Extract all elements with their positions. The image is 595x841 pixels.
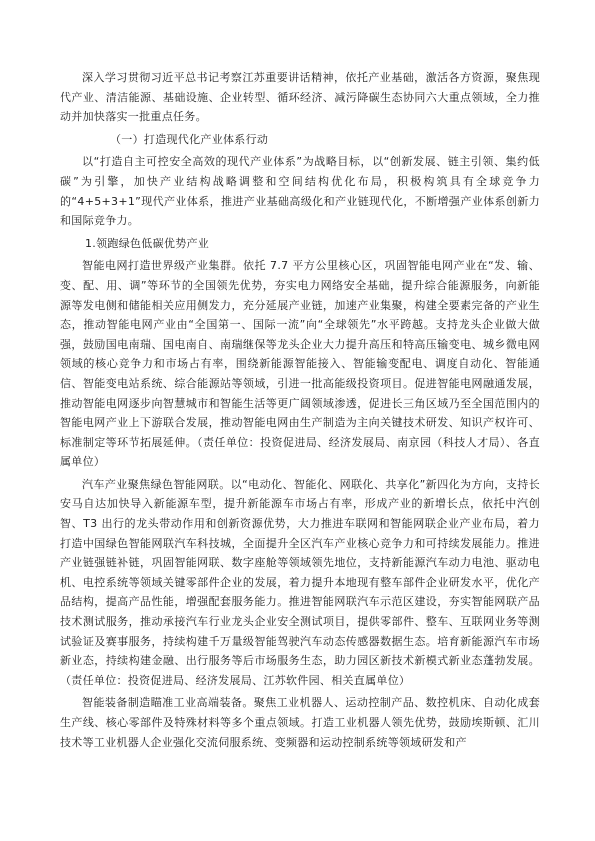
smart-equipment-paragraph: 智能装备制造瞄准工业高端装备。聚焦工业机器人、运动控制产品、数控机床、自动化成套生产线、核心零部件及特殊材料等多个重点领域。打造工业机器人领先优势，鼓励埃斯顿、汇川技术等工业机器人企业强化交流伺服系统、变频器和运动控制系统等领域研发和产: [60, 696, 540, 749]
automotive-paragraph: 汽车产业聚焦绿色智能网联。以“电动化、智能化、网联化、共享化”新四化为方向，支持长安马自达加快导入新能源车型，提升新能源车市场占有率，形成产业的新增长点，依托中汽创智、T3 出行的龙头带动作用和创新资源优势，大力推进车联网和智能网联企业产业布局，着力打造中国绿色智能网联汽车科技城，全面提升全区汽车产业核心竞争力和可持续发展能力。推进产业链强链补链，巩固智能网联、数字座舱等领域领先地位，支持新能源汽车动力电池、驱动电机、电控系统等领域关键零部件企业的发展，着力提升本地现有整车部件企业研发水平，优化产品结构，提高产品性能，增强配套服务能力。推进智能网联汽车示范区建设，夯实智能网联产品技术测试服务，推动承接汽车行业龙头企业安全测试项目，提供零部件、整车、互联网业务等测试验证及赛事服务，持续构建千万量级智能驾驶汽车动态传感器数据生态。培育新能源汽车市场新业态，持续构建金融、出行服务等后市场服务生态，助力园区新技术新模式新业态蓬勃发展。（责任单位：投资促进局、经济发展局、江苏软件园、相关直属单位）: [60, 477, 540, 687]
intro-paragraph: 深入学习贯彻习近平总书记考察江苏重要讲话精神，依托产业基础，激活各方资源，聚焦现代产业、清洁能源、基础设施、企业转型、循环经济、减污降碳生态协同六大重点领域，全力推动并加快落实一批重点任务。: [60, 71, 540, 124]
document-page: [60, 68, 540, 755]
subsection-heading-green-industry: 1.领跑绿色低碳优势产业: [85, 236, 210, 250]
smart-grid-paragraph: 智能电网打造世界级产业集群。依托 7.7 平方公里核心区，巩固智能电网产业在“发、输、变、配、用、调”等环节的全国领先优势，夯实电力网络安全基础，提升综合能源服务，向新能源等发电侧和储能相关应用侧发力，充分延展产业链，加速产业集聚，构建全要素完备的产业生态，推动智能电网产业由“全国第一、国际一流”向“全球领先”水平跨越。支持龙头企业做大做强，鼓励国电南瑞、国电南自、南瑞继保等龙头企业大力提升高压和特高压输变电、城乡微电网领域的核心竞争力和市场占有率，围绕新能源智能接入、智能输变配电、调度自动化、智能通信、智能变电站系统、综合能源站等领域，引进一批高能级投资项目。促进智能电网融通发展，推动智能电网逐步向智慧城市和智能生活等更广阔领域渗透，促进长三角区域乃至全国范围内的智能电网产业上下游联合发展，推动智能电网由生产制造为主向关键技术研发、知识产权许可、标准制定等环节拓展延伸。（责任单位：投资促进局、经济发展局、南京园（科技人才局）、各直属单位）: [60, 259, 540, 469]
section-body-paragraph: 以“打造自主可控安全高效的现代产业体系”为战略目标，以“创新发展、链主引领、集约低碳”为引擎，加快产业结构战略调整和空间结构优化布局，积极构筑具有全球竞争力的“4+5+3+1”现代产业体系，推进产业基础高级化和产业链现代化，不断增强产业体系创新力和国际竞争力。: [60, 155, 540, 228]
section-heading-modern-industry: （一）打造现代化产业体系行动: [110, 132, 269, 146]
